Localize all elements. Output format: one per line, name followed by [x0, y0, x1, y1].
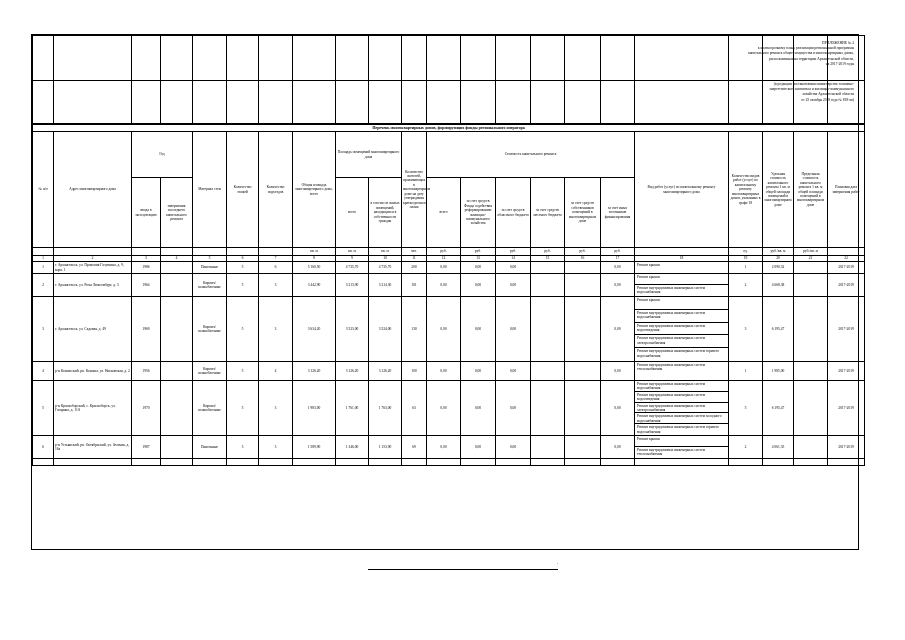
row-residents: 101	[402, 274, 427, 297]
unit-cell	[54, 248, 132, 256]
row-address: г. Архангельск, ул. Розы Люксембург, д. 3	[54, 274, 132, 297]
row-address: г. Архангельск, ул. Садовая, д. 49	[54, 297, 132, 362]
row-cost-fund: 0,00	[461, 297, 496, 362]
unit-cell: кв. м	[293, 248, 336, 256]
blank-cell	[427, 458, 461, 465]
row-address: р-н Красноборский, с. Красноборск, ул. Гагарина, д. 11А	[54, 380, 132, 435]
blank-cell	[565, 458, 601, 465]
table-row	[33, 361, 865, 380]
row-unit-cost: 2 090,32	[763, 262, 794, 274]
row-cost-local	[531, 380, 565, 435]
appendix-line: на 2017-2019 годы	[825, 61, 854, 66]
blank-cell	[402, 458, 427, 465]
header-cost-group: Стоимость капитального ремонта	[427, 132, 635, 178]
header-cost-region: за счет средств областного бюджета	[496, 178, 531, 248]
row-year: 1986	[132, 262, 161, 274]
row-work-qty: 2	[729, 435, 763, 458]
row-cost-local	[531, 361, 565, 380]
unit-cell	[193, 248, 227, 256]
edition-line: энергетического комплекса и жилищно-коммунального	[769, 87, 854, 92]
row-last-repair	[161, 435, 193, 458]
row-cost-other: 0,00	[601, 274, 635, 297]
row-cost-owners	[565, 361, 601, 380]
column-number-cell: 16	[565, 256, 601, 262]
row-unit-cost: 4 061,35	[763, 435, 794, 458]
row-entrances: 6	[259, 262, 293, 274]
row-cost-region: 0,00	[496, 262, 531, 274]
row-cost-region: 0,00	[496, 435, 531, 458]
row-entrances: 4	[259, 361, 293, 380]
blank-cell	[293, 458, 336, 465]
column-number-cell: 9	[336, 256, 369, 262]
table-title: Перечень многоквартирных домов, формирующих фонды регионального оператора	[33, 125, 865, 132]
row-cost-fund: 0,00	[461, 262, 496, 274]
column-number-cell: 15	[531, 256, 565, 262]
work-type-item: Ремонт внутридомовых инженерных систем горячего водоснабжения	[637, 349, 720, 358]
row-cost-fund: 0,00	[461, 380, 496, 435]
row-cost-region: 0,00	[496, 274, 531, 297]
work-type-item: Ремонт внутридомовых инженерных систем водоотведения	[635, 323, 728, 336]
unit-cell	[132, 248, 161, 256]
unit-cell: руб.	[531, 248, 565, 256]
row-residents: 130	[402, 297, 427, 362]
work-type-item: Ремонт внутридомовых инженерных систем теплоснабжения	[637, 447, 705, 457]
unit-cell	[161, 248, 193, 256]
column-number-cell: 6	[227, 256, 259, 262]
row-cost-fund: 0,00	[461, 361, 496, 380]
work-type-item: Ремонт внутридомовых инженерных систем горячего водоснабжения	[637, 425, 720, 434]
row-limit-cost	[794, 262, 828, 274]
row-cost: 0,00	[427, 274, 461, 297]
row-work-qty: 3	[729, 297, 763, 362]
column-number-cell: 19	[729, 256, 763, 262]
work-type-item: Ремонт внутридомовых инженерных систем электроснабжения	[635, 403, 728, 414]
column-number-cell: 22	[828, 256, 865, 262]
row-address: г. Архангельск, ул. Прокопия Галушина, д. 9, корп. 1	[54, 262, 132, 274]
appendix-line: к краткосрочному плану реализации региональной программы	[757, 46, 854, 51]
row-residents: 63	[402, 380, 427, 435]
header-area-group: Площадь помещений многоквартирного дома	[336, 132, 402, 178]
row-year: 1964	[132, 274, 161, 297]
row-entrances: 3	[259, 435, 293, 458]
column-number-cell: 13	[461, 256, 496, 262]
table-body	[33, 125, 865, 466]
row-year: 1970	[132, 380, 161, 435]
header-area-residents: в том числе жилых помещений, находящихся в собственности граждан	[369, 178, 402, 248]
blank-cell	[794, 458, 828, 465]
column-number-cell: 20	[763, 256, 794, 262]
row-residential-area: 4 735,70	[369, 262, 402, 274]
row-cost-other: 0,00	[601, 380, 635, 435]
column-number-cell: 18	[635, 256, 729, 262]
edition-line: хозяйства Архангельской области	[802, 92, 854, 97]
row-area: 1 346,00	[336, 435, 369, 458]
row-floors: 5	[227, 262, 259, 274]
row-residential-area: 3 126,20	[369, 361, 402, 380]
edition-line: (в редакции постановления министерства топливно-	[773, 82, 854, 86]
unit-cell: руб.	[427, 248, 461, 256]
row-number: 2	[33, 274, 54, 297]
row-deadline: 2017-2019	[828, 435, 865, 458]
work-type-item: Ремонт внутридомовых инженерных систем водоотведения	[635, 392, 728, 403]
row-cost-local	[531, 435, 565, 458]
blank-cell	[259, 458, 293, 465]
row-residents: 100	[402, 361, 427, 380]
work-type-item: Ремонт внутридомовых инженерных систем водоснабжения	[635, 381, 728, 392]
header-residents: Количество жителей, проживающих в многоквартирном доме на дату утверждения краткосрочного плана	[402, 132, 427, 248]
row-cost-fund: 0,00	[461, 274, 496, 297]
appendix-note	[704, 41, 854, 67]
row-floors: 5	[227, 361, 259, 380]
row-work-types	[635, 297, 729, 362]
blank-cell	[369, 458, 402, 465]
blank-cell	[729, 458, 763, 465]
row-floors: 5	[227, 297, 259, 362]
row-deadline: 2017-2019	[828, 361, 865, 380]
unit-cell: руб./кв. м	[763, 248, 794, 256]
column-number-cell: 8	[293, 256, 336, 262]
row-last-repair	[161, 262, 193, 274]
row-unit-cost: 6 195,47	[763, 380, 794, 435]
row-cost-owners	[565, 380, 601, 435]
row-cost-owners	[565, 262, 601, 274]
row-work-qty: 1	[729, 262, 763, 274]
work-type-item: Ремонт крыши	[637, 263, 660, 267]
row-cost-fund: 0,00	[461, 435, 496, 458]
row-total-area: 5 160,50	[293, 262, 336, 274]
row-limit-cost	[794, 380, 828, 435]
row-total-area: 3 126,20	[293, 361, 336, 380]
column-number-cell: 1	[33, 256, 54, 262]
row-cost-region: 0,00	[496, 361, 531, 380]
blank-cell	[496, 458, 531, 465]
row-work-qty: 5	[729, 380, 763, 435]
table-row	[33, 262, 865, 274]
row-walls: Кирпич/шлакоблочные	[193, 297, 227, 362]
row-residents: 200	[402, 262, 427, 274]
blank-cell	[763, 458, 794, 465]
unit-cell: руб.	[461, 248, 496, 256]
column-number-cell: 12	[427, 256, 461, 262]
work-type-item: Ремонт крыши	[635, 274, 728, 285]
row-number: 1	[33, 262, 54, 274]
row-last-repair	[161, 274, 193, 297]
row-cost-region: 0,00	[496, 380, 531, 435]
row-cost-other: 0,00	[601, 262, 635, 274]
row-cost-other: 0,00	[601, 297, 635, 362]
work-type-item: Ремонт крыши	[635, 297, 728, 310]
row-area: 3 126,20	[336, 361, 369, 380]
row-deadline: 2017-2019	[828, 380, 865, 435]
header-year: Год	[132, 132, 193, 178]
table-row	[33, 274, 865, 297]
work-type-item: Ремонт внутридомовых инженерных систем теплоснабжения	[637, 362, 705, 372]
row-unit-cost: 4 668,38	[763, 274, 794, 297]
row-floors: 5	[227, 380, 259, 435]
header-address: Адрес многоквартирного дома	[54, 132, 132, 248]
blank-cell	[132, 458, 161, 465]
row-walls: Панельные	[193, 435, 227, 458]
row-work-qty: 2	[729, 274, 763, 297]
table-row	[33, 297, 865, 362]
row-cost-other: 0,00	[601, 361, 635, 380]
row-cost-owners	[565, 274, 601, 297]
column-number-cell: 21	[794, 256, 828, 262]
row-area: 1 761,00	[336, 380, 369, 435]
row-number: 4	[33, 361, 54, 380]
row-work-types	[635, 380, 729, 435]
work-type-item: Ремонт внутридомовых инженерных систем электроснабжения	[635, 335, 728, 348]
units-row	[33, 248, 865, 256]
column-number-cell: 11	[402, 256, 427, 262]
row-work-types	[635, 274, 729, 297]
unit-cell: руб.	[565, 248, 601, 256]
header-total-area: Общая площадь многоквартирного дома, всего	[293, 132, 336, 248]
unit-cell: кв. м	[336, 248, 369, 256]
header-floors: Количество этажей	[227, 132, 259, 248]
row-residential-area: 3 214,30	[369, 274, 402, 297]
header-cost-owners: за счет средств собственников помещений в многоквартирном доме	[565, 178, 601, 248]
header-work-type: Вид работ (услуг) по капитальному ремонту многоквартирного дома	[635, 132, 729, 248]
row-address: р-н Устьянский, рп. Октябрьский, ул. Зеленая, д. 16а	[54, 435, 132, 458]
column-number-cell: 5	[193, 256, 227, 262]
unit-cell	[828, 248, 865, 256]
appendix-line: расположенных на территории Архангельской области,	[769, 56, 854, 61]
row-limit-cost	[794, 274, 828, 297]
column-number-cell: 17	[601, 256, 635, 262]
blank-cell	[635, 458, 729, 465]
blank-cell	[161, 458, 193, 465]
appendix-line: капитального ремонта общего имущества в многоквартирных домах,	[748, 51, 854, 56]
blank-cell	[601, 458, 635, 465]
row-year: 1987	[132, 435, 161, 458]
table-row	[33, 380, 865, 435]
unit-cell	[227, 248, 259, 256]
row-entrances: 3	[259, 297, 293, 362]
header-year-last-repair: завершения последнего капитального ремонта	[161, 178, 193, 248]
header-walls: Материал стен	[193, 132, 227, 248]
row-work-types	[635, 361, 729, 380]
register-table	[32, 124, 865, 466]
row-deadline: 2017-2019	[828, 297, 865, 362]
row-cost: 0,00	[427, 262, 461, 274]
row-limit-cost	[794, 297, 828, 362]
column-number-cell: 10	[369, 256, 402, 262]
unit-cell: чел.	[402, 248, 427, 256]
unit-cell: кв. м	[369, 248, 402, 256]
row-last-repair	[161, 361, 193, 380]
row-unit-cost: 1 985,00	[763, 361, 794, 380]
edition-line: от 25 октября 2018 года № 818-ап)	[801, 97, 854, 102]
row-work-types	[635, 435, 729, 458]
edition-note	[704, 82, 854, 103]
closing-mark: .	[557, 561, 559, 566]
header-deadline: Плановая дата завершения работ	[828, 132, 865, 248]
column-number-cell: 14	[496, 256, 531, 262]
row-address: р-н Коношский, рп. Коноша, ул. Нисковская, д. 2	[54, 361, 132, 380]
header-limit-cost: Предельная стоимость капитального ремонта 1 кв. м общей площади помещений в многоквартирном доме	[794, 132, 828, 248]
row-cost-owners	[565, 297, 601, 362]
header-unit-cost: Удельная стоимость капитального ремонта 1 кв. м общей площади помещений в многоквартирном доме	[763, 132, 794, 248]
row-total-area: 3 634,20	[293, 297, 336, 362]
blank-row	[33, 458, 865, 465]
blank-cell	[54, 458, 132, 465]
row-number: 3	[33, 297, 54, 362]
work-type-item: Ремонт внутридомовых инженерных систем водоснабжения	[637, 286, 705, 295]
row-area: 4 735,70	[336, 262, 369, 274]
work-type-item: Ремонт крыши	[635, 436, 728, 447]
header-work-qty: Количество видов работ (услуг) по капитальному ремонту многоквартирных домов, указанных в графе 18	[729, 132, 763, 248]
row-floors: 5	[227, 274, 259, 297]
row-residents: 69	[402, 435, 427, 458]
column-number-cell: 2	[54, 256, 132, 262]
row-year: 1956	[132, 361, 161, 380]
work-type-item: Ремонт внутридомовых инженерных систем холодного водоснабжения	[635, 413, 728, 424]
row-total-area: 1 983,00	[293, 380, 336, 435]
header-cost-local: за счет средств местного бюджета	[531, 178, 565, 248]
row-cost-region: 0,00	[496, 297, 531, 362]
work-type-item: Ремонт внутридомовых инженерных систем водоснабжения	[635, 310, 728, 323]
unit-cell: руб./кв. м	[794, 248, 828, 256]
row-cost-local	[531, 297, 565, 362]
row-cost: 0,00	[427, 297, 461, 362]
row-total-area: 1 589,90	[293, 435, 336, 458]
row-number: 5	[33, 380, 54, 435]
row-residential-area: 1 153,90	[369, 435, 402, 458]
unit-cell: руб.	[601, 248, 635, 256]
header-area-all: всего	[336, 178, 369, 248]
row-cost-owners	[565, 435, 601, 458]
row-cost-local	[531, 262, 565, 274]
blank-cell	[531, 458, 565, 465]
row-cost-other: 0,00	[601, 435, 635, 458]
blank-cell	[193, 458, 227, 465]
blank-cell	[227, 458, 259, 465]
row-floors: 3	[227, 435, 259, 458]
row-area: 3 523,00	[336, 297, 369, 362]
header-entrances: Количество подъездов	[259, 132, 293, 248]
closing-line	[368, 569, 558, 570]
blank-cell	[33, 458, 54, 465]
row-last-repair	[161, 380, 193, 435]
header-cost-fund: за счет средств Фонда содействия реформированию жилищно-коммунального хозяйства	[461, 178, 496, 248]
row-cost-local	[531, 274, 565, 297]
row-area: 3 213,90	[336, 274, 369, 297]
unit-cell: ед.	[729, 248, 763, 256]
header-num: № п/п	[33, 132, 54, 248]
column-number-cell: 3	[132, 256, 161, 262]
blank-cell	[336, 458, 369, 465]
row-work-types	[635, 262, 729, 274]
column-number-cell: 7	[259, 256, 293, 262]
row-walls: Кирпич/шлакоблочные	[193, 380, 227, 435]
row-residential-area: 3 524,00	[369, 297, 402, 362]
row-work-qty: 1	[729, 361, 763, 380]
blank-cell	[828, 458, 865, 465]
blank-cell	[461, 458, 496, 465]
row-last-repair	[161, 297, 193, 362]
unit-cell	[635, 248, 729, 256]
row-deadline: 2017-2019	[828, 262, 865, 274]
row-limit-cost	[794, 361, 828, 380]
column-number-cell: 4	[161, 256, 193, 262]
row-entrances: 3	[259, 380, 293, 435]
header-cost-all: всего	[427, 178, 461, 248]
row-number: 6	[33, 435, 54, 458]
row-deadline: 2017-2019	[828, 274, 865, 297]
row-cost: 0,00	[427, 380, 461, 435]
row-residential-area: 1 763,00	[369, 380, 402, 435]
unit-cell	[259, 248, 293, 256]
row-total-area: 3 442,90	[293, 274, 336, 297]
header-year-commission: ввода в эксплуатацию	[132, 178, 161, 248]
row-unit-cost: 6 195,47	[763, 297, 794, 362]
row-year: 1969	[132, 297, 161, 362]
row-walls: Кирпич/шлакоблочные	[193, 361, 227, 380]
row-cost: 0,00	[427, 361, 461, 380]
unit-cell: руб.	[496, 248, 531, 256]
unit-cell	[33, 248, 54, 256]
header-cost-other: за счет иных источников финансирования	[601, 178, 635, 248]
appendix-line: ПРИЛОЖЕНИЕ № 2	[822, 41, 854, 45]
row-walls: Кирпич/шлакоблочные	[193, 274, 227, 297]
document-sheet	[31, 34, 860, 566]
row-cost: 0,00	[427, 435, 461, 458]
table-row	[33, 435, 865, 458]
row-walls: Панельные	[193, 262, 227, 274]
row-limit-cost	[794, 435, 828, 458]
row-entrances: 3	[259, 274, 293, 297]
